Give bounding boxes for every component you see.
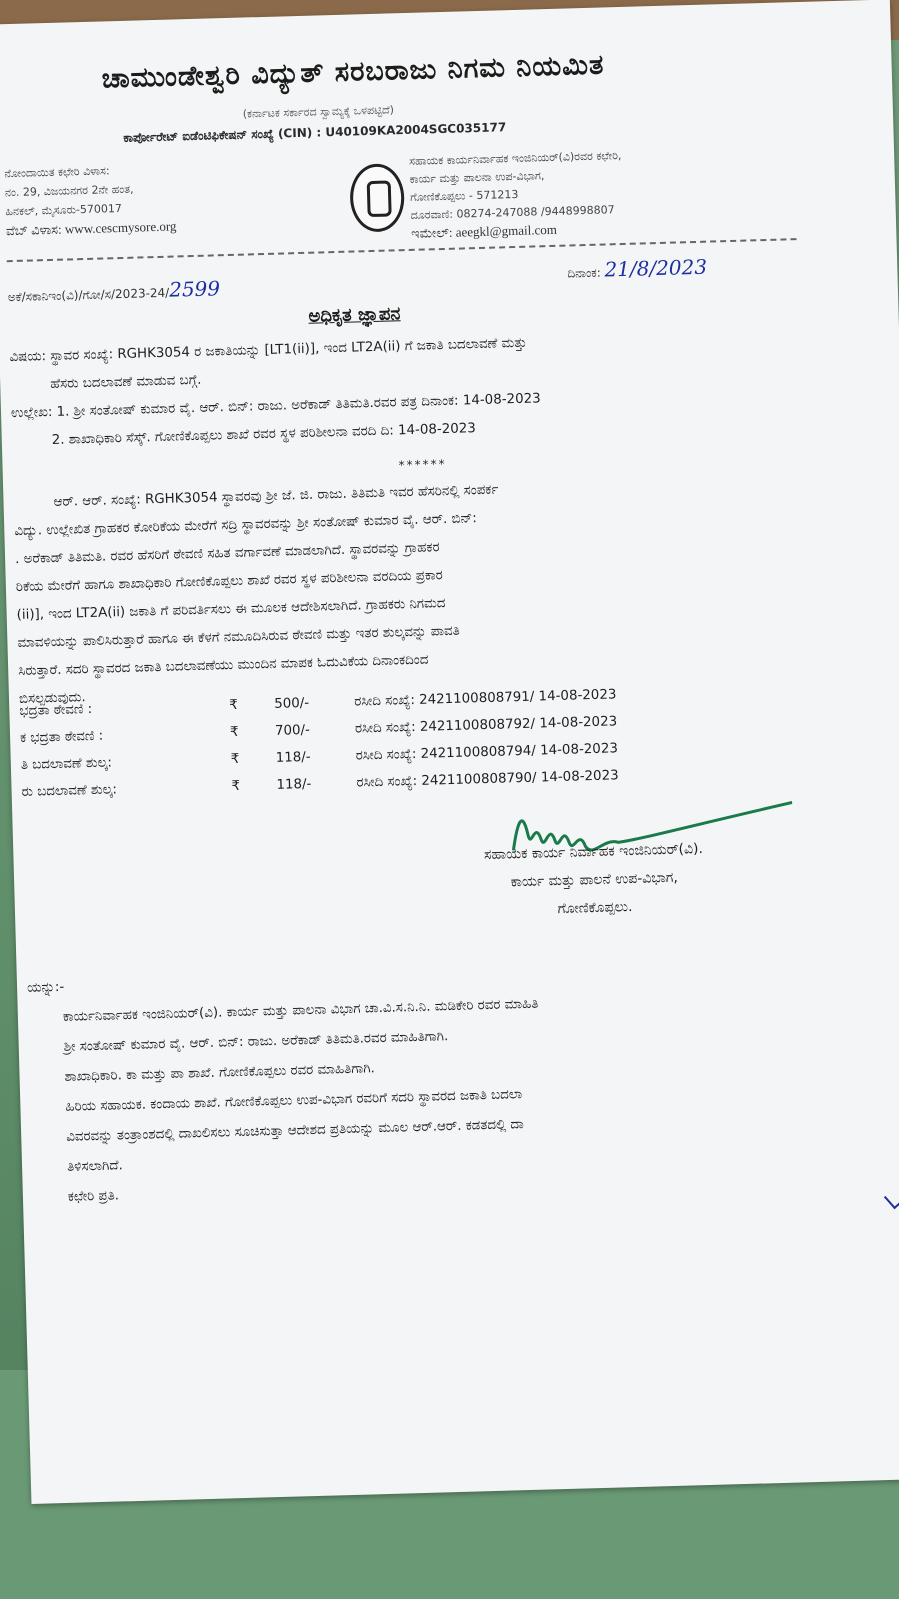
copy-to-line: ತಿಳಿಸಲಾಗಿದೆ. <box>66 1158 123 1175</box>
subject-line: ವಿಷಯ: ಸ್ಥಾವರ ಸಂಖ್ಯೆ: RGHK3054 ರ ಜಕಾತಿಯನ್ನು [LT1(ii)], ಇಂದ LT2A(ii) ಗೆ ಜಕಾತಿ ಬದಲಾವಣೆ ಮತ್ತು <box>9 335 528 366</box>
copy-to-heading: ಯನ್ನು:- <box>26 979 65 996</box>
fee-receipt: ರಸೀದಿ ಸಂಖ್ಯೆ: 2421100808792/ 14-08-2023 <box>354 714 618 737</box>
copy-to-section <box>27 949 899 1213</box>
reference-line: ಉಲ್ಲೇಖ: 1. ಶ್ರೀ ಸಂತೋಷ್ ಕುಮಾರ ವೈ. ಆರ್. ಬಿನ್: ರಾಜು. ಅರೆಕಾಡ್ ತಿತಿಮತಿ.ರವರ ಪತ್ರ ದಿನಾಂಕ: 14-08-2023 <box>10 391 541 422</box>
paragraph-line: ಸಿರುತ್ತಾರೆ. ಸದರಿ ಸ್ಥಾವರದ ಜಕಾತಿ ಬದಲಾವಣೆಯು ಮುಂದಿನ ಮಾಪಕ ಓದುವಿಕೆಯ ದಿನಾಂಕದಿಂದ <box>18 652 429 680</box>
address-line: ಸಹಾಯಕ ಕಾರ್ಯನಿರ್ವಾಹಕ ಇಂಜಿನಿಯರ್(ವಿ)ರವರ ಕಛೇರಿ, <box>408 148 622 168</box>
fee-row <box>21 768 619 812</box>
address-line: ಹಿನಕಲ್, ಮೈಸೂರು-570017 <box>5 201 123 219</box>
separator-stars: ****** <box>398 456 447 473</box>
fee-label: ತಿ ಬದಲಾವಣೆ ಶುಲ್ಕ: <box>20 755 113 773</box>
copy-to-line: ಹಿರಿಯ ಸಹಾಯಕ. ಕಂದಾಯ ಶಾಖೆ. ಗೋಣಿಕೊಪ್ಪಲು ಉಪ-ವಿಭಾಗ ರವರಿಗೆ ಸದರಿ ಸ್ಥಾವರದ ಜಕಾತಿ ಬದಲಾ <box>65 1087 523 1115</box>
paragraph-line: ರಿಕೆಯ ಮೇರೆಗೆ ಹಾಗೂ ಶಾಖಾಧಿಕಾರಿ ಗೋಣಿಕೊಪ್ಪಲು ಶಾಖೆ ರವರ ಸ್ಥಳ ಪರಿಶೀಲನಾ ವರದಿಯ ಪ್ರಕಾರ <box>15 568 443 596</box>
reference-line: 2. ಶಾಖಾಧಿಕಾರಿ ಸೆಸ್ಕ್. ಗೋಣಿಕೊಪ್ಪಲು ಶಾಖೆ ರವರ ಸ್ಥಳ ಪರಿಶೀಲನಾ ವರದಿ ದಿ: 14-08-2023 <box>51 421 477 449</box>
signatory-location: ಗೋಣಿಕೊಪ್ಪಲು. <box>557 898 633 918</box>
reference-handwritten-number: 2599 <box>168 276 221 302</box>
signatory-block <box>393 832 795 927</box>
fee-amount: 118/- <box>276 776 312 793</box>
office-address <box>409 147 624 243</box>
company-name: ಚಾಮುಂಡೇಶ್ವರಿ ವಿದ್ಯುತ್ ಸರಬರಾಜು ನಿಗಮ ನಿಯಮಿತ <box>101 49 605 95</box>
document-title: ಅಧಿಕೃತ ಜ್ಞಾಪನ <box>308 303 401 327</box>
signatory-designation: ಸಹಾಯಕ ಕಾರ್ಯ ನಿರ್ವಾಹಕ ಇಂಜಿನಿಯರ್(ವಿ). <box>483 840 704 864</box>
company-logo-icon <box>349 163 405 232</box>
rupee-symbol: ₹ <box>230 751 240 768</box>
fee-amount: 118/- <box>275 749 311 766</box>
company-cin: ಕಾರ್ಪೋರೇಟ್ ಐಡೆಂಟಿಫಿಕೇಷನ್ ಸಂಖ್ಯೆ (CIN) : U40109KA2004SGC035177 <box>123 120 507 145</box>
email-line: ಇಮೇಲ್: aeegkl@gmail.com <box>410 221 558 241</box>
reference-prefix: ಅಕೆ/ಸಕಾನಿಇಂ(ವಿ)/ಗೋ/ಸ/2023-24/ <box>7 285 170 305</box>
paragraph-line: ಮಾವಳಿಯನ್ನು ಪಾಲಿಸಿರುತ್ತಾರೆ ಹಾಗೂ ಈ ಕೆಳಗೆ ನಮೂದಿಸಿರುವ ಠೇವಣಿ ಮತ್ತು ಇತರ ಶುಲ್ಕವನ್ನು ಪಾವತಿ <box>17 623 460 652</box>
address-line: ಗೋಣಿಕೊಪ್ಪಲು - 571213 <box>409 187 519 204</box>
rupee-symbol: ₹ <box>229 697 239 714</box>
website-line: ವೆಬ್ ವಿಳಾಸ: www.cescmysore.org <box>5 218 177 239</box>
fee-receipt: ರಸೀದಿ ಸಂಖ್ಯೆ: 2421100808791/ 14-08-2023 <box>354 687 617 710</box>
rupee-symbol: ₹ <box>231 778 241 795</box>
registered-office-address <box>4 159 177 240</box>
paragraph-line: . ಅರೆಕಾಡ್ ತಿತಿಮತಿ. ರವರ ಹೆಸರಿಗೆ ಠೇವಣಿ ಸಹಿತ ವರ್ಗಾವಣೆ ಮಾಡಲಾಗಿದೆ. ಸ್ಥಾವರವನ್ನು ಗ್ರಾಹಕರ <box>14 540 440 568</box>
date-label: ದಿನಾಂಕ: <box>567 265 601 281</box>
fee-amount: 500/- <box>274 695 310 712</box>
address-line: ನೋಂದಾಯಿತ ಕಛೇರಿ ವಿಳಾಸ: <box>4 164 110 181</box>
fee-receipt: ರಸೀದಿ ಸಂಖ್ಯೆ: 2421100808794/ 14-08-2023 <box>355 741 619 764</box>
paragraph-line: ಆರ್. ಆರ್. ಸಂಖ್ಯೆ: RGHK3054 ಸ್ಥಾವರವು ಶ್ರೀ ಜೆ. ಜಿ. ರಾಜು. ತಿತಿಮತಿ ಇವರ ಹೆಸರಿನಲ್ಲಿ ಸಂಪರ್ಕ <box>53 482 499 510</box>
rupee-symbol: ₹ <box>229 724 239 741</box>
fee-receipt: ರಸೀದಿ ಸಂಖ್ಯೆ: 2421100808790/ 14-08-2023 <box>356 768 619 791</box>
copy-to-line: ಶಾಖಾಧಿಕಾರಿ. ಕಾ ಮತ್ತು ಪಾ ಶಾಖೆ. ಗೋಣಿಕೊಪ್ಪಲು ರವರ ಮಾಹಿತಿಗಾಗಿ. <box>64 1061 376 1085</box>
copy-to-line: ಶ್ರೀ ಸಂತೋಷ್ ಕುಮಾರ ವೈ. ಆರ್. ಬಿನ್: ರಾಜು. ಅರೆಕಾಡ್ ತಿತಿಮತಿ.ರವರ ಮಾಹಿತಿಗಾಗಿ. <box>63 1029 449 1055</box>
paragraph-line: (ii)], ಇಂದ LT2A(ii) ಜಕಾತಿ ಗೆ ಪರಿವರ್ತಿಸಲು ಈ ಮೂಲಕ ಆದೇಶಿಸಲಾಗಿದೆ. ಗ್ರಾಹಕರು ನಿಗಮದ <box>16 596 446 624</box>
paragraph-line: ಬಿಸಲ್ಪಡುವುದು. <box>18 690 86 708</box>
fee-label: ಭದ್ರತಾ ಠೇವಣಿ : <box>19 701 93 720</box>
subject-line: ಹೆಸರು ಬದಲಾವಣೆ ಮಾಡುವ ಬಗ್ಗೆ. <box>50 372 202 393</box>
document-body <box>9 321 839 714</box>
fee-label: ರು ಬದಲಾವಣೆ ಶುಲ್ಕ: <box>21 782 118 800</box>
copy-to-line: ಕಾರ್ಯನಿರ್ವಾಹಕ ಇಂಜಿನಿಯರ್(ವಿ). ಕಾರ್ಯ ಮತ್ತು ಪಾಲನಾ ವಿಭಾಗ ಚಾ.ವಿ.ಸ.ನಿ.ನಿ. ಮಡಿಕೇರಿ ರವರ ಮಾಹಿತಿ <box>62 996 539 1025</box>
signatory-office: ಕಾರ್ಯ ಮತ್ತು ಪಾಲನೆ ಉಪ-ವಿಭಾಗ, <box>510 869 679 891</box>
fee-amount: 700/- <box>274 722 311 739</box>
address-line: ನಂ. 29, ವಿಜಯನಗರ 2ನೇ ಹಂತ, <box>4 182 134 200</box>
document-date <box>567 255 707 283</box>
paragraph-line: ವಿದ್ಯು. ಉಲ್ಲೇಖಿತ ಗ್ರಾಹಕರ ಕೋರಿಕೆಯ ಮೇರೆಗೆ ಸದ್ರಿ ಸ್ಥಾವರವನ್ನು ಶ್ರೀ ಸಂತೋಷ್ ಕುಮಾರ ವೈ. ಆರ್. ಬಿನ್: <box>14 511 478 540</box>
copy-to-line: ಕಛೇರಿ ಪ್ರತಿ. <box>67 1188 120 1205</box>
copy-to-line: ವಿವರವನ್ನು ತಂತ್ರಾಂಶದಲ್ಲಿ ದಾಖಲಿಸಲು ಸೂಚಿಸುತ್ತಾ ಆದೇಶದ ಪ್ರತಿಯನ್ನು ಮೂಲ ಆರ್.ಆರ್. ಕಡತದಲ್ಲಿ ದಾ <box>66 1117 524 1145</box>
phone-line: ದೂರವಾಣಿ: 08274-247088 /9448998807 <box>410 203 615 222</box>
address-line: ಕಾರ್ಯ ಮತ್ತು ಪಾಲನಾ ಉಪ-ವಿಭಾಗ, <box>409 169 545 186</box>
company-subtitle: (ಕರ್ನಾಟಕ ಸರ್ಕಾರದ ಸ್ವಾಮ್ಯಕ್ಕೆ ಒಳಪಟ್ಟಿದೆ) <box>242 103 395 121</box>
date-handwritten-value: 21/8/2023 <box>604 254 708 282</box>
reference-number <box>7 276 220 306</box>
fee-label: ಕ ಭದ್ರತಾ ಠೇವಣಿ : <box>19 728 104 747</box>
